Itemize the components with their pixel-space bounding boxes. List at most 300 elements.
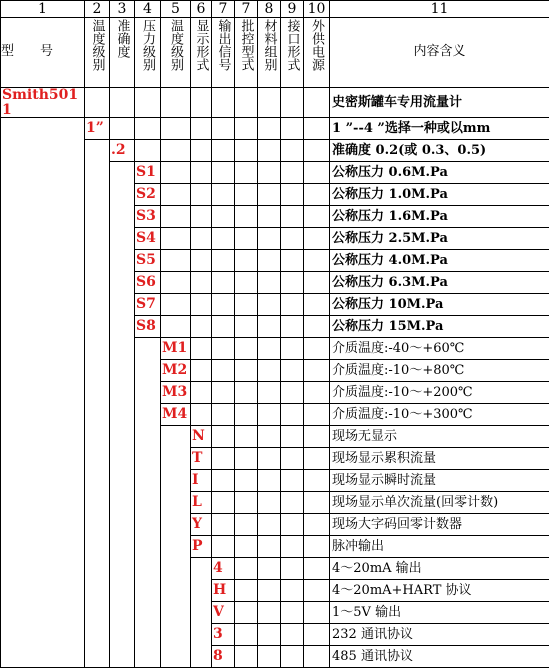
empty-cell <box>135 448 161 470</box>
empty-cell <box>258 404 281 426</box>
empty-cell <box>304 492 330 514</box>
empty-cell <box>258 492 281 514</box>
empty-cell <box>1 580 85 602</box>
empty-cell <box>235 602 258 624</box>
empty-cell <box>235 624 258 646</box>
empty-cell <box>110 602 135 624</box>
empty-cell <box>85 184 110 206</box>
header-col9-label: 接口形式 <box>286 19 299 71</box>
code-cell <box>191 492 212 514</box>
option-description: 现场无显示 <box>330 426 549 448</box>
empty-cell <box>110 470 135 492</box>
empty-cell <box>1 382 85 404</box>
empty-cell <box>161 184 191 206</box>
empty-cell <box>191 646 212 668</box>
option-code: 8 <box>212 648 223 664</box>
empty-cell <box>281 316 304 338</box>
empty-cell <box>212 184 235 206</box>
option-code: I <box>191 472 199 488</box>
empty-cell <box>85 162 110 184</box>
empty-cell <box>304 426 330 448</box>
empty-cell <box>161 294 191 316</box>
col-number: 9 <box>281 1 304 18</box>
empty-cell <box>281 624 304 646</box>
empty-cell <box>281 206 304 228</box>
option-description: 公称压力 2.5M.Pa <box>330 228 549 250</box>
empty-cell <box>235 272 258 294</box>
empty-cell <box>235 470 258 492</box>
option-code: S6 <box>135 274 156 290</box>
empty-cell <box>1 250 85 272</box>
empty-cell <box>212 426 235 448</box>
empty-cell <box>85 536 110 558</box>
option-code: H <box>212 582 226 598</box>
option-code: S4 <box>135 230 156 246</box>
empty-cell <box>212 316 235 338</box>
option-code: 1” <box>85 120 104 136</box>
empty-cell <box>85 492 110 514</box>
header-col7b <box>235 18 258 88</box>
empty-cell <box>304 338 330 360</box>
empty-cell <box>135 536 161 558</box>
col-number: 11 <box>330 1 549 18</box>
option-description: 介质温度:-10～+200℃ <box>330 382 549 404</box>
empty-cell <box>258 426 281 448</box>
empty-cell <box>110 514 135 536</box>
empty-cell <box>85 228 110 250</box>
empty-cell <box>161 646 191 668</box>
empty-cell <box>110 580 135 602</box>
option-code: M3 <box>161 384 187 400</box>
col-number: 2 <box>85 1 110 18</box>
empty-cell <box>110 338 135 360</box>
header-col11 <box>330 18 549 88</box>
empty-cell <box>1 184 85 206</box>
empty-cell <box>235 316 258 338</box>
option-code: M1 <box>161 340 187 356</box>
empty-cell <box>191 404 212 426</box>
empty-cell <box>212 294 235 316</box>
option-code: S1 <box>135 164 156 180</box>
empty-cell <box>191 382 212 404</box>
empty-cell <box>235 338 258 360</box>
empty-cell <box>304 624 330 646</box>
table-row <box>1 624 549 646</box>
empty-cell <box>258 294 281 316</box>
empty-cell <box>161 250 191 272</box>
empty-cell <box>235 162 258 184</box>
empty-cell <box>135 338 161 360</box>
table-row <box>1 602 549 624</box>
empty-cell <box>85 404 110 426</box>
empty-cell <box>161 580 191 602</box>
option-description: 232 通讯协议 <box>330 624 549 646</box>
option-description: 脉冲输出 <box>330 536 549 558</box>
code-cell <box>135 272 161 294</box>
empty-cell <box>135 360 161 382</box>
empty-cell <box>191 206 212 228</box>
empty-cell <box>235 140 258 162</box>
empty-cell <box>281 272 304 294</box>
empty-cell <box>304 272 330 294</box>
empty-cell <box>258 162 281 184</box>
empty-cell <box>110 228 135 250</box>
empty-cell <box>191 250 212 272</box>
code-cell <box>161 338 191 360</box>
empty-cell <box>85 360 110 382</box>
empty-cell <box>304 118 330 140</box>
table-row <box>1 206 549 228</box>
empty-cell <box>161 426 191 448</box>
empty-cell <box>258 602 281 624</box>
option-code: S7 <box>135 296 156 312</box>
empty-cell <box>110 272 135 294</box>
option-code: P <box>191 538 203 554</box>
empty-cell <box>1 338 85 360</box>
empty-cell <box>85 272 110 294</box>
option-code: .2 <box>110 142 126 158</box>
code-cell <box>191 536 212 558</box>
option-code: Smith5011 <box>1 88 84 117</box>
empty-cell <box>161 536 191 558</box>
empty-cell <box>1 470 85 492</box>
empty-cell <box>110 316 135 338</box>
option-code: Y <box>191 516 202 532</box>
option-description: 4～20mA+HART 协议 <box>330 580 549 602</box>
header-col7 <box>212 18 235 88</box>
table-row <box>1 88 549 118</box>
header-col4 <box>135 18 161 88</box>
empty-cell <box>135 514 161 536</box>
empty-cell <box>1 228 85 250</box>
empty-cell <box>85 140 110 162</box>
empty-cell <box>235 184 258 206</box>
empty-cell <box>304 184 330 206</box>
table-row <box>1 404 549 426</box>
empty-cell <box>212 162 235 184</box>
empty-cell <box>258 184 281 206</box>
empty-cell <box>85 338 110 360</box>
empty-cell <box>258 646 281 668</box>
option-description: 485 通讯协议 <box>330 646 549 668</box>
option-code: 4 <box>212 560 223 576</box>
table-row <box>1 382 549 404</box>
header-col2-label: 温度级别 <box>91 19 104 71</box>
empty-cell <box>281 404 304 426</box>
empty-cell <box>258 118 281 140</box>
empty-cell <box>110 360 135 382</box>
header-col4-label: 压力级别 <box>141 19 154 71</box>
header-col7-label: 输出信号 <box>217 19 230 71</box>
table-row <box>1 250 549 272</box>
model-header-label: 型 号 <box>1 45 53 59</box>
code-cell <box>135 250 161 272</box>
empty-cell <box>110 536 135 558</box>
empty-cell <box>135 558 161 580</box>
empty-cell <box>281 514 304 536</box>
empty-cell <box>304 140 330 162</box>
empty-cell <box>191 338 212 360</box>
table-row <box>1 514 549 536</box>
code-cell <box>135 206 161 228</box>
empty-cell <box>281 448 304 470</box>
option-code: L <box>191 494 202 510</box>
empty-cell <box>161 228 191 250</box>
empty-cell <box>85 646 110 668</box>
empty-cell <box>135 382 161 404</box>
code-cell <box>212 646 235 668</box>
empty-cell <box>258 580 281 602</box>
empty-cell <box>161 558 191 580</box>
empty-cell <box>258 448 281 470</box>
empty-cell <box>1 602 85 624</box>
empty-cell <box>304 294 330 316</box>
empty-cell <box>110 250 135 272</box>
table-row <box>1 316 549 338</box>
empty-cell <box>161 514 191 536</box>
empty-cell <box>1 426 85 448</box>
empty-cell <box>110 184 135 206</box>
empty-cell <box>191 602 212 624</box>
empty-cell <box>212 272 235 294</box>
empty-cell <box>135 88 161 118</box>
option-description: 公称压力 6.3M.Pa <box>330 272 549 294</box>
option-description: 介质温度:-10～+80℃ <box>330 360 549 382</box>
empty-cell <box>85 602 110 624</box>
empty-cell <box>304 360 330 382</box>
option-description: 现场显示单次流量(回零计数) <box>330 492 549 514</box>
empty-cell <box>281 228 304 250</box>
empty-cell <box>161 470 191 492</box>
option-description: 介质温度:-40～+60℃ <box>330 338 549 360</box>
empty-cell <box>304 404 330 426</box>
empty-cell <box>281 360 304 382</box>
empty-cell <box>258 338 281 360</box>
option-code: S5 <box>135 252 156 268</box>
table-row <box>1 536 549 558</box>
table-row <box>1 272 549 294</box>
empty-cell <box>161 272 191 294</box>
code-cell <box>212 558 235 580</box>
option-code: S2 <box>135 186 156 202</box>
empty-cell <box>281 338 304 360</box>
empty-cell <box>1 294 85 316</box>
col-number: 3 <box>110 1 135 18</box>
option-description: 介质温度:-10～+300℃ <box>330 404 549 426</box>
empty-cell <box>110 404 135 426</box>
empty-cell <box>191 558 212 580</box>
option-description: 现场大字码回零计数器 <box>330 514 549 536</box>
option-description: 现场显示瞬时流量 <box>330 470 549 492</box>
table-row <box>1 184 549 206</box>
empty-cell <box>110 448 135 470</box>
empty-cell <box>161 448 191 470</box>
code-cell <box>135 184 161 206</box>
empty-cell <box>1 624 85 646</box>
empty-cell <box>191 624 212 646</box>
col-number: 4 <box>135 1 161 18</box>
empty-cell <box>258 624 281 646</box>
empty-cell <box>258 382 281 404</box>
empty-cell <box>212 228 235 250</box>
code-cell <box>1 88 85 118</box>
empty-cell <box>235 558 258 580</box>
empty-cell <box>85 316 110 338</box>
header-col3 <box>110 18 135 88</box>
model-header <box>1 18 85 88</box>
empty-cell <box>191 360 212 382</box>
empty-cell <box>281 426 304 448</box>
empty-cell <box>304 514 330 536</box>
table-row <box>1 470 549 492</box>
empty-cell <box>304 448 330 470</box>
empty-cell <box>304 228 330 250</box>
empty-cell <box>304 250 330 272</box>
empty-cell <box>258 228 281 250</box>
empty-cell <box>304 558 330 580</box>
empty-cell <box>85 382 110 404</box>
empty-cell <box>258 272 281 294</box>
empty-cell <box>191 118 212 140</box>
empty-cell <box>212 492 235 514</box>
empty-cell <box>85 448 110 470</box>
empty-cell <box>1 140 85 162</box>
empty-cell <box>212 140 235 162</box>
empty-cell <box>212 382 235 404</box>
option-code: S3 <box>135 208 156 224</box>
empty-cell <box>304 382 330 404</box>
column-header-row <box>1 18 549 88</box>
empty-cell <box>235 206 258 228</box>
empty-cell <box>235 646 258 668</box>
empty-cell <box>235 382 258 404</box>
code-cell <box>161 360 191 382</box>
empty-cell <box>281 580 304 602</box>
empty-cell <box>1 646 85 668</box>
empty-cell <box>304 162 330 184</box>
empty-cell <box>1 492 85 514</box>
header-col11-label: 内容含义 <box>413 44 465 59</box>
empty-cell <box>235 514 258 536</box>
empty-cell <box>304 206 330 228</box>
empty-cell <box>304 580 330 602</box>
empty-cell <box>85 514 110 536</box>
table-row <box>1 294 549 316</box>
code-cell <box>212 580 235 602</box>
empty-cell <box>212 88 235 118</box>
code-cell <box>135 316 161 338</box>
code-cell <box>212 602 235 624</box>
empty-cell <box>1 360 85 382</box>
column-number-row <box>1 1 549 18</box>
option-description: 现场显示累积流量 <box>330 448 549 470</box>
empty-cell <box>1 206 85 228</box>
option-code: 3 <box>212 626 223 642</box>
empty-cell <box>85 294 110 316</box>
table-row <box>1 118 549 140</box>
empty-cell <box>135 404 161 426</box>
empty-cell <box>1 272 85 294</box>
header-col8 <box>258 18 281 88</box>
empty-cell <box>110 492 135 514</box>
empty-cell <box>110 118 135 140</box>
empty-cell <box>212 250 235 272</box>
empty-cell <box>161 206 191 228</box>
empty-cell <box>235 250 258 272</box>
header-col10-label: 外供电源 <box>310 19 323 71</box>
code-cell <box>161 404 191 426</box>
option-description: 4～20mA 输出 <box>330 558 549 580</box>
code-cell <box>191 470 212 492</box>
table-row <box>1 338 549 360</box>
empty-cell <box>161 316 191 338</box>
option-code: N <box>191 428 205 444</box>
col-number: 7 <box>212 1 235 18</box>
code-cell <box>135 228 161 250</box>
empty-cell <box>191 88 212 118</box>
empty-cell <box>212 514 235 536</box>
empty-cell <box>258 558 281 580</box>
option-code: T <box>191 450 202 466</box>
empty-cell <box>304 88 330 118</box>
code-cell <box>191 426 212 448</box>
empty-cell <box>281 536 304 558</box>
empty-cell <box>110 162 135 184</box>
option-description: 公称压力 10M.Pa <box>330 294 549 316</box>
empty-cell <box>110 624 135 646</box>
empty-cell <box>235 404 258 426</box>
empty-cell <box>281 602 304 624</box>
empty-cell <box>161 140 191 162</box>
empty-cell <box>1 536 85 558</box>
empty-cell <box>1 514 85 536</box>
empty-cell <box>212 470 235 492</box>
empty-cell <box>281 294 304 316</box>
empty-cell <box>161 118 191 140</box>
option-description: 1～5V 输出 <box>330 602 549 624</box>
empty-cell <box>212 338 235 360</box>
col-number: 7 <box>235 1 258 18</box>
empty-cell <box>135 602 161 624</box>
empty-cell <box>85 426 110 448</box>
option-description: 公称压力 1.0M.Pa <box>330 184 549 206</box>
header-col6-label: 显示形式 <box>195 19 208 71</box>
empty-cell <box>85 580 110 602</box>
code-cell <box>191 448 212 470</box>
empty-cell <box>235 448 258 470</box>
code-cell <box>85 118 110 140</box>
empty-cell <box>1 316 85 338</box>
header-col6 <box>191 18 212 88</box>
empty-cell <box>1 162 85 184</box>
empty-cell <box>235 228 258 250</box>
empty-cell <box>135 470 161 492</box>
empty-cell <box>281 140 304 162</box>
header-col3-label: 准确度 <box>116 19 129 58</box>
code-cell <box>135 162 161 184</box>
empty-cell <box>135 646 161 668</box>
option-description: 史密斯罐车专用流量计 <box>330 88 549 118</box>
empty-cell <box>191 184 212 206</box>
empty-cell <box>235 492 258 514</box>
empty-cell <box>110 558 135 580</box>
empty-cell <box>304 470 330 492</box>
empty-cell <box>281 250 304 272</box>
empty-cell <box>304 602 330 624</box>
table-row <box>1 492 549 514</box>
empty-cell <box>258 206 281 228</box>
empty-cell <box>258 470 281 492</box>
